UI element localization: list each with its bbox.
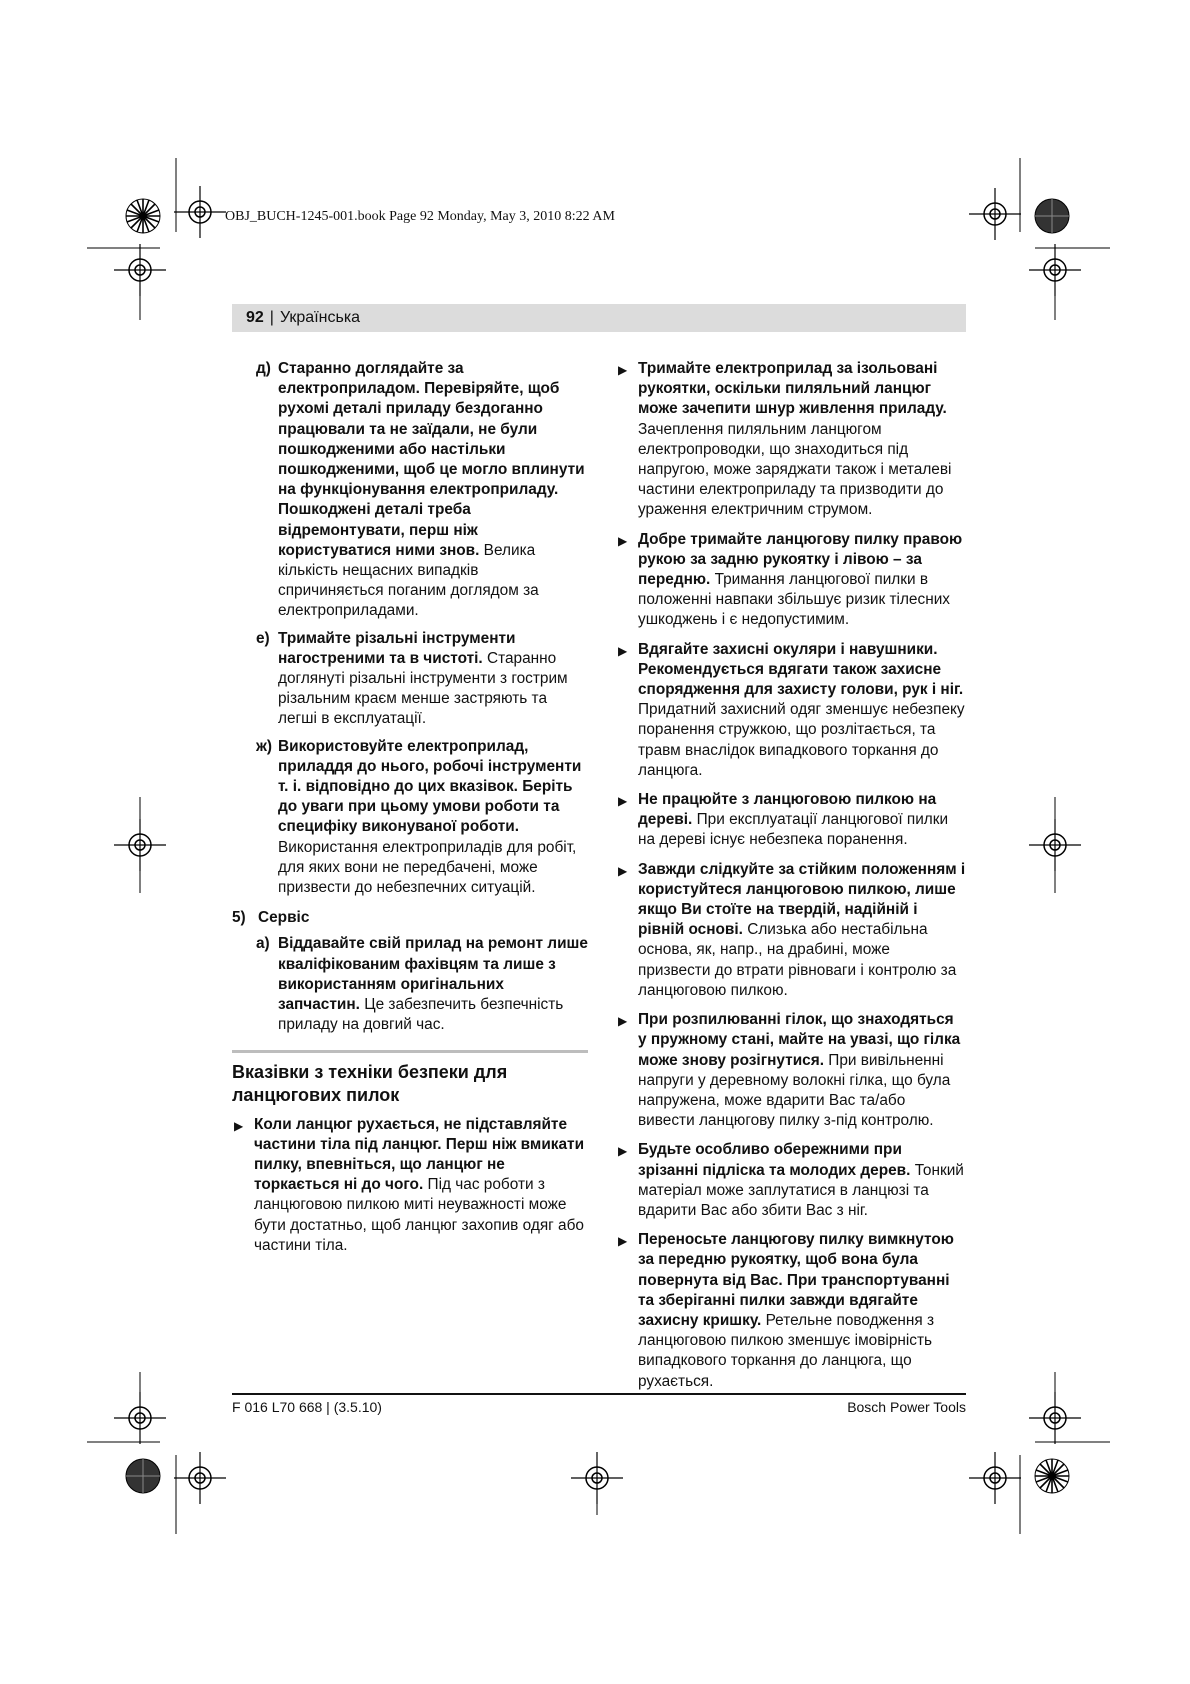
item-bold-text: Завжди слідкуйте за стійким положенням і користуйтеся ланцюговою пилкою, лише якщо Ви стоїте на твердій, надійній і рівній основі. — [638, 860, 966, 939]
print-header: OBJ_BUCH-1245-001.book Page 92 Monday, May 3, 2010 8:22 AM — [225, 209, 615, 224]
bullet-item — [616, 1140, 966, 1221]
item-label: е) — [256, 629, 270, 647]
footer-doc-number: F 016 L70 668 | (3.5.10) — [232, 1399, 382, 1415]
bullet-arrow-icon: ▶ — [618, 363, 628, 377]
header-separator: | — [269, 309, 274, 326]
section-number: 5) — [232, 909, 246, 927]
item-bold-text: Переносьте ланцюгову пилку вимкнутою за передню рукоятку, щоб вона була повернута від Вас. При транспортуванні та зберіганні пилки завжди вдягайте захисну кришку. — [638, 1231, 954, 1329]
language-label: Українська — [279, 309, 361, 326]
item-bold-text: Старанно доглядайте за електроприладом. Перевіряйте, щоб рухомі деталі приладу бездоганно працювали та не заїдали, не були пошкодженими або настільки пошкодженими, щоб це могло вплинути на функціонування електроприладу. Пошкоджені деталі треба відремонтувати, перш ніж користуватися ними знов. — [278, 360, 585, 559]
item-text: При експлуатації ланцюгової пилки на дереві існує небезпека поранення. — [638, 811, 949, 849]
bullet-item — [616, 860, 966, 1001]
safety-section-title: Вказівки з техніки безпеки для ланцюгових пилок — [232, 1050, 588, 1107]
right-column — [616, 359, 966, 1401]
bullet-item — [616, 530, 966, 631]
bullet-arrow-icon: ▶ — [618, 1014, 628, 1029]
bullet-item — [616, 640, 966, 781]
item-label: а) — [256, 935, 270, 953]
bullet-item — [616, 1010, 966, 1131]
item-text: Зачеплення пиляльним ланцюгом електропроводки, що знаходиться під напругою, може заряджати також і металеві частини електроприладу та призводити до ураження електричним струмом. — [638, 420, 952, 519]
item-text: Тримання ланцюгової пилки в положенні навпаки збільшує ризик тілесних ушкоджень і є недопустимим. — [638, 571, 950, 629]
bullet-arrow-icon: ▶ — [618, 1144, 628, 1159]
bullet-arrow-icon: ▶ — [618, 863, 628, 878]
section-title: Сервіс — [258, 909, 310, 927]
bullet-item — [616, 359, 966, 521]
footer-brand: Bosch Power Tools — [847, 1399, 966, 1415]
list-item — [232, 934, 588, 1035]
list-item — [232, 359, 588, 622]
item-label: ж) — [256, 737, 273, 755]
section-heading — [232, 908, 588, 928]
item-text: Старанно доглянуті різальні інструменти з гострим різальним краєм менше застряють та легші в експлуатації. — [278, 649, 568, 728]
page-header — [232, 304, 966, 332]
item-bold-text: Тримайте різальні інструменти нагостреними та в чистоті. — [278, 629, 516, 667]
item-text: Велика кількість нещасних випадків спричиняється поганим доглядом за електроприладами. — [278, 541, 539, 620]
item-label: д) — [256, 360, 271, 377]
item-bold-text: Не працюйте з ланцюговою пилкою на дереві. — [638, 791, 937, 829]
item-text: Ретельне поводження з ланцюговою пилкою зменшує імовірність випадкового торкання до ланцюга, що рухається. — [638, 1311, 935, 1390]
left-column — [232, 359, 588, 1265]
bullet-arrow-icon: ▶ — [234, 1118, 244, 1133]
item-text: Використання електроприладів для робіт, для яких вони не передбачені, може призвести до небезпечних ситуацій. — [278, 838, 577, 897]
page-number: 92 — [246, 309, 264, 326]
item-text: Це забезпечить безпечність приладу на довгий час. — [278, 996, 564, 1034]
item-bold-text: Коли ланцюг рухається, не підставляйте частини тіла під ланцюг. Перш ніж вмикати пилку, впевніться, що ланцюг не торкається ні до чого. — [254, 1115, 585, 1194]
bullet-item — [232, 1115, 588, 1256]
item-text: Під час роботи з ланцюговою пилкою миті неуважності може бути достатньо, щоб ланцюг захопив одяг або частини тіла. — [254, 1176, 584, 1254]
bullet-arrow-icon: ▶ — [618, 533, 628, 548]
item-bold-text: Будьте особливо обережними при зрізанні підліска та молодих дерев. — [638, 1141, 911, 1179]
bullet-item — [616, 790, 966, 851]
item-bold-text: Тримайте електроприлад за ізольовані рукоятки, оскільки пиляльний ланцюг може зачепити шнур живлення приладу. — [638, 360, 947, 418]
item-text: Слизька або нестабільна основа, як, напр., на драбині, може призвести до втрати рівноваги і контролю за ланцюговою пилкою. — [638, 921, 957, 999]
list-item — [232, 737, 588, 899]
bullet-item — [616, 1230, 966, 1392]
item-text: Тонкий матеріал може заплутатися в ланцюзі та вдарити Вас або збити Вас з ніг. — [638, 1161, 964, 1219]
item-text: При вивільненні напруги у деревному волокні гілка, що була напружена, може вдарити Вас та/або вивести ланцюгову пилку з-під контролю. — [638, 1051, 951, 1130]
item-bold-text: Добре тримайте ланцюгову пилку правою рукою за задню рукоятку і лівою – за передню. — [638, 530, 963, 589]
bullet-arrow-icon: ▶ — [618, 643, 628, 658]
list-item — [232, 629, 588, 730]
item-bold-text: Використовуйте електроприлад, приладдя до нього, робочі інструменти т. і. відповідно до цих вказівок. Беріть до уваги при цьому умови роботи та специфіку виконуваної роботи. — [278, 737, 582, 836]
item-bold-text: Вдягайте захисні окуляри і навушники. Рекомендується вдягати також захисне спорядження для захисту голови, рук і ніг. — [638, 640, 964, 699]
bullet-arrow-icon: ▶ — [618, 794, 628, 809]
item-text: Придатний захисний одяг зменшує небезпеку поранення стружкою, що розлітається, та травм внаслідок випадкового торкання до ланцюга. — [638, 701, 965, 779]
footer-divider — [232, 1393, 966, 1395]
item-bold-text: При розпилюванні гілок, що знаходяться у пружному стані, майте на увазі, що гілка може знову розігнутися. — [638, 1011, 961, 1069]
item-bold-text: Віддавайте свій прилад на ремонт лише кваліфікованим фахівцям та лише з використанням оригінальних запчастин. — [278, 935, 588, 1014]
bullet-arrow-icon: ▶ — [618, 1234, 628, 1249]
